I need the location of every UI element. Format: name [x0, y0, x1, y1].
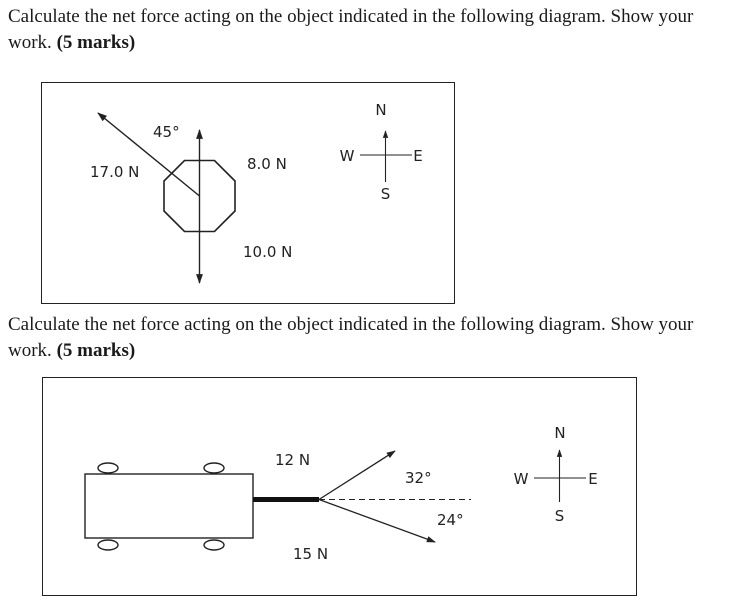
compass-2-w: W [513, 470, 529, 488]
question-1-text [8, 4, 736, 56]
force-label-17n: 17.0 N [90, 163, 140, 181]
diagram-1 [41, 82, 455, 304]
wagon-handle [253, 497, 319, 502]
question-1-prompt: Calculate the net force acting on the object indicated in the following diagram. Show your work. [8, 6, 694, 53]
diagram-1-canvas [42, 83, 456, 305]
question-2-prompt: Calculate the net force acting on the object indicated in the following diagram. Show your work. [8, 314, 694, 361]
wagon-wheel [98, 463, 118, 473]
compass-2-n: N [554, 424, 566, 442]
compass-1-e: E [413, 147, 423, 165]
question-1-marks: (5 marks) [56, 32, 136, 53]
angle-label-24: 24° [437, 511, 464, 529]
compass-2 [514, 424, 598, 525]
compass-1-n: N [375, 101, 387, 119]
wagon-body [85, 474, 253, 538]
wagon-wheel [98, 540, 118, 550]
force-label-15n: 15 N [293, 545, 329, 563]
force-label-8n: 8.0 N [247, 155, 287, 173]
angle-label-32: 32° [405, 469, 432, 487]
question-2-marks: (5 marks) [56, 340, 136, 361]
diagram-2 [42, 377, 637, 596]
force-label-10n: 10.0 N [243, 243, 293, 261]
compass-2-s: S [554, 507, 565, 525]
force-arrow-15n [319, 500, 435, 543]
angle-label-45: 45° [153, 123, 180, 141]
force-label-12n: 12 N [275, 451, 311, 469]
wagon-wheel [204, 463, 224, 473]
question-2-text [8, 312, 736, 364]
compass-2-e: E [588, 470, 598, 488]
compass-1-w: W [339, 147, 355, 165]
compass-1-s: S [380, 185, 391, 203]
diagram-2-canvas [43, 378, 638, 597]
force-arrow-12n [319, 451, 395, 500]
force-arrow-17n [98, 113, 200, 196]
wagon-wheel [204, 540, 224, 550]
compass-1 [340, 101, 423, 203]
